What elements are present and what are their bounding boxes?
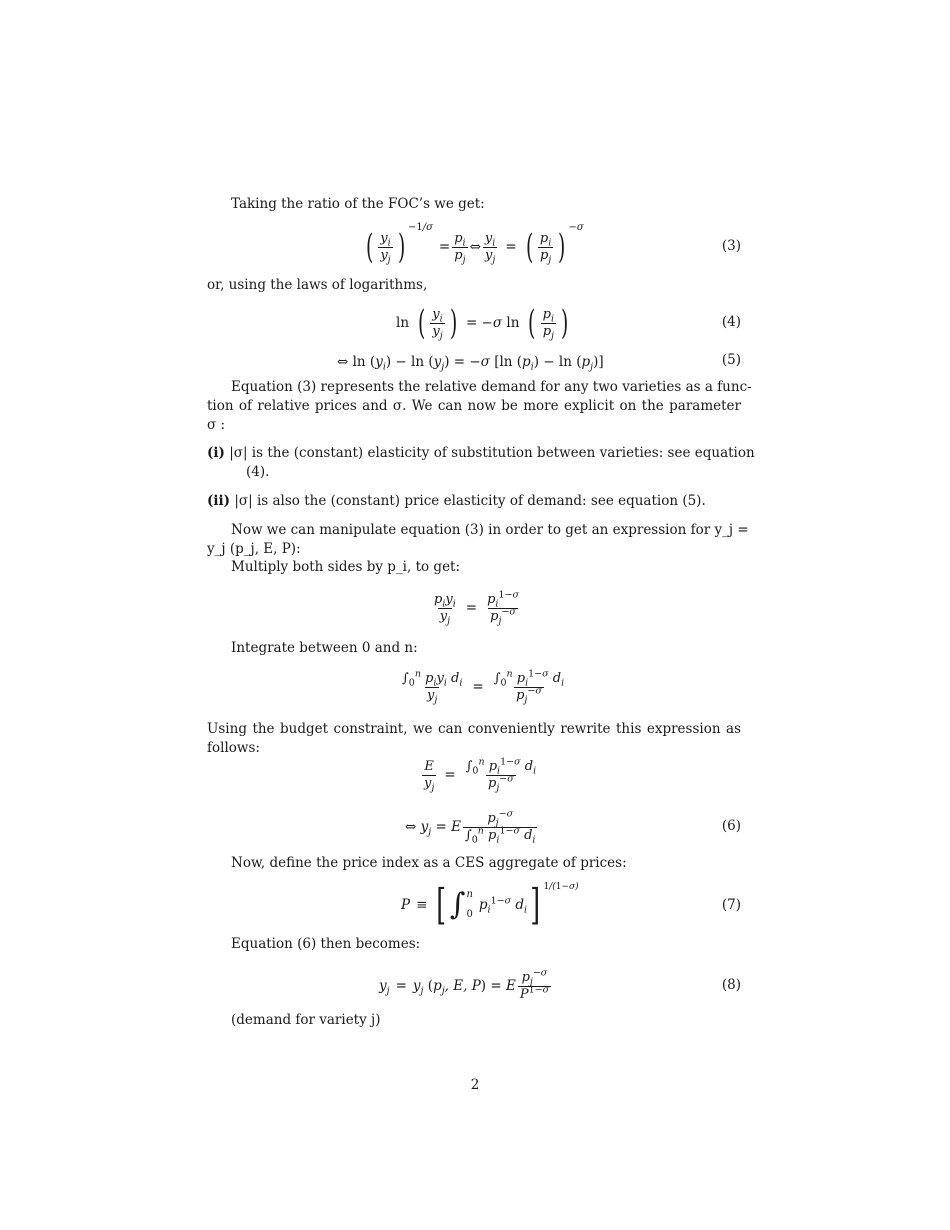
para1-line2: tion of relative prices and σ. We can now be more explicit on the parameter [207, 398, 741, 414]
equation-5-number: (5) [721, 352, 741, 368]
budget-line1: Using the budget constraint, we can conveniently rewrite this expression as [207, 721, 741, 737]
log-intro-text [207, 276, 741, 295]
equation-4-number: (4) [721, 314, 741, 330]
multiply-text: Multiply both sides by p_i, to get: [231, 559, 461, 575]
demand-note: (demand for variety j) [231, 1012, 381, 1028]
integrate-text: Integrate between 0 and n: [231, 640, 418, 656]
equation-7: P ≡ [ ∫ n 0 $p_i^{1-\sigma}$ $d_i$ ] 1/(1−σ) [401, 880, 579, 929]
budget-line2: follows: [207, 740, 260, 756]
item-ii-label: (ii) [207, 493, 231, 509]
equation-multiply: $\frac{p_iy_i}{y_j}$ = $\frac{p_i^{1-\sigma}}{p_j^{-\sigma}}$ [434, 589, 519, 627]
equation-4: ln ( $\frac{y_i}{y_j}$ ) = −σ ln ( $\frac{p_i}{p_j}$ ) [396, 303, 569, 343]
equation-8-number: (8) [721, 977, 741, 993]
equation-7-number: (7) [721, 897, 741, 913]
para1-line3: σ : [207, 417, 226, 433]
item-i-label: (i) [207, 445, 225, 461]
para2-line1: Now we can manipulate equation (3) in order to get an expression for y_j = [231, 522, 749, 538]
equation-8: $y_j$ = $y_j$ ($p_j$, E, P) = E $\frac{p_j^{-\sigma}}{P^{1-\sigma}}$ [379, 967, 550, 1002]
log-intro-sentence: or, using the laws of logarithms, [207, 277, 428, 293]
list-item-ii [207, 492, 741, 511]
equation-3-number: (3) [721, 238, 741, 254]
equation-6: ⇔ $y_j = E$ $\frac{p_j^{-\sigma}}{\int_0^n p_i^{1-\sigma} d_i}$ [405, 808, 536, 846]
equation-5: ⇔ $\ln (y_i) - \ln (y_j) = -\sigma$ [ln $(p_i) - \ln (p_j)$] [337, 354, 604, 373]
para1-line1: Equation (3) represents the relative demand for any two varieties as a func- [231, 379, 752, 395]
list-item-i-cont: (4). [246, 464, 270, 480]
define-text: Now, define the price index as a CES aggregate of prices: [231, 855, 627, 871]
intro-sentence: Taking the ratio of the FOC’s we get: [231, 196, 485, 212]
equation-3: ( $\frac{y_i}{y_j}$ ) −1/σ = $\frac{p_i}{p_j}$ ⇔ $\frac{y_i}{y_j}$ = ( $\frac{p_i}{p_j}$ ) −σ [365, 222, 584, 267]
intro-text [231, 195, 741, 214]
para2-line2: y_j (p_j, E, P): [207, 541, 301, 557]
list-item-i [207, 444, 755, 463]
item-i-text: |σ| is the (constant) elasticity of substitution between varieties: see equation [229, 445, 755, 461]
equation-6-number: (6) [721, 818, 741, 834]
equation-integrate: $\frac{\int_0^n p_iy_i d_i}{y_j}$ = $\frac{\int_0^n p_i^{1-\sigma} d_i}{p_j^{-\sigma}}$ [402, 668, 565, 706]
page-number: 2 [470, 1077, 480, 1093]
becomes-text: Equation (6) then becomes: [231, 936, 421, 952]
equation-budget: $\frac{E}{y_j}$ = $\frac{\int_0^n p_i^{1-\sigma} d_i}{p_j^{-\sigma}}$ [424, 756, 537, 794]
item-ii-text: |σ| is also the (constant) price elasticity of demand: see equation (5). [234, 493, 706, 509]
